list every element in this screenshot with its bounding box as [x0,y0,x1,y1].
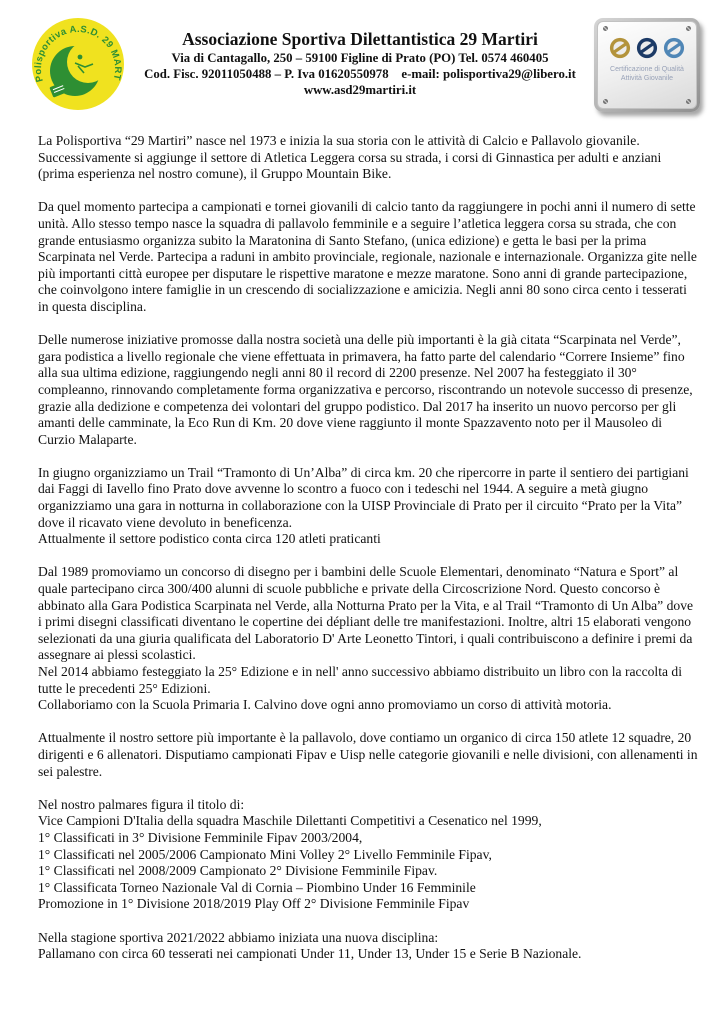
text-line: 1° Classificati nel 2005/2006 Campionato Mini Volley 2° Livello Femminile Fipav, [38,846,492,862]
text-line: Attualmente il nostro settore più importante è la pallavolo, dove contiamo un organico di circa 150 atlete 12 squadre, 20 dirigenti e 6 allenatori. Disputiamo campionati Fipav e Uisp nelle categorie giovanili e nelle divisioni, con allenamenti in sei palestre. [38,730,698,779]
paragraph-3 [38,332,700,448]
club-crest-logo [30,16,126,112]
quality-plaque-face [597,21,697,109]
plaque-caption-line2: Attività Giovanile [620,75,674,82]
website-text: www.asd29martiri.it [303,83,417,97]
screw-icon [603,99,608,104]
paragraph-6 [38,730,700,780]
text-line: Nella stagione sportiva 2021/2022 abbiamo iniziata una nuova disciplina: [38,929,439,945]
blue-medallion-icon [663,37,685,59]
text-line: Dal 1989 promoviamo un concorso di disegno per i bambini delle Scuole Elementari, denominato “Natura e Sport” al quale partecipano circa 300/400 alunni di scuole pubbliche e private della Circoscrizione Nord. Questo concorso è abbinato alla Gara Podistica Scarpinata nel Verde, alla Notturna Prato per la Vita, e al Trail “Tramonto di Un Alba” dove i primi disegni classificati diventano le copertine dei dépliant delle tre manifestazioni. Inoltre, altri 15 elaborati vengono selezionati da una giuria qualificata del Laboratorio D' Arte Leonetto Tintori, i quali contribuiscono a definire i premi da assegnare ai plessi scolastici. [38,564,694,663]
paragraph-8 [38,930,700,963]
text-line: Nel 2014 abbiamo festeggiato la 25° Edizione e in nell' anno successivo abbiamo distribuito un libro con la raccolta di tutte le precedenti 25° Edizioni. [38,664,682,696]
text-line: In giugno organizziamo un Trail “Tramonto di Un’Alba” di circa km. 20 che ripercorre in parte il sentiero dei partigiani dai Faggi di Iavello fino Prato dove avvenne lo scontro a fuoco con i tedeschi nel 1944. A seguire a metà giugno organizziamo una gara in notturna in collaborazione con la UISP Provinciale di Prato per il circuito “Prato per la Vita” dove il ricavato viene devoluto in beneficenza. [38,464,689,530]
document-header [0,0,724,112]
paragraph-1 [38,133,700,183]
text-line: 1° Classificati nel 2008/2009 Campionato 2° Divisione Femminile Fipav. [38,863,438,879]
club-crest-icon [30,16,126,112]
paragraph-2 [38,199,700,315]
text-line: Vice Campioni D'Italia della squadra Maschile Dilettanti Competitivi a Cesenatico nel 1999, [38,813,542,829]
text-line: Delle numerose iniziative promosse dalla nostra società una delle più importanti è la già citata “Scarpinata nel Verde”, gara podistica a livello regionale che viene effettuata in primavera, ha fatto parte del calendario “Correre Insieme” fino alla sua ultima edizione, raggiungendo negli anni 80 il record di 2200 presenze. Nel 2007 ha festeggiato il 30° compleanno, rinnovando completamente forma organizzativa e percorso, riscontrando un notevole successo di presenze, grazie alla dedizione e competenza dei volontari del gruppo podistico. Dal 2017 ha inserito un nuovo percorso per gli amanti delle camminate, la Eco Run di Km. 20 dove viene raggiunto il monte Spazzavento noto per il Mausoleo di Curzio Malaparte. [38,332,693,447]
navy-medallion-icon [636,37,658,59]
medallion-row [609,37,685,59]
document-body [38,133,700,963]
text-line: 1° Classificati in 3° Divisione Femminile Fipav 2003/2004, [38,829,363,845]
text-line: Collaboriamo con la Scuola Primaria I. Calvino dove ogni anno promoviamo un corso di attività motoria. [38,697,612,713]
gold-medallion-icon [609,37,631,59]
text-line: Attualmente il settore podistico conta circa 120 atleti praticanti [38,531,381,547]
letterhead [126,16,594,98]
text-line: La Polisportiva “29 Martiri” nasce nel 1973 e inizia la sua storia con le attività di Calcio e Pallavolo giovanile. Successivamente si aggiunge il settore di Atletica Leggera corsa su strada, i corsi di Ginnastica per adulti e anziani (prima esperienza nel nostro comune), il Gruppo Mountain Bike. [38,133,662,182]
screw-icon [686,26,691,31]
screw-icon [686,99,691,104]
plaque-caption [610,65,684,83]
text-line: Da quel momento partecipa a campionati e tornei giovanili di calcio tanto da raggiungere in pochi anni il numero di sette unità. Allo stesso tempo nasce la squadra di pallavolo femminile e a seguire l’atletica leggera corsa su strada, che con grande entusiasmo organizza subito la Maratonina di Santo Stefano, (unica edizione) e getta le basi per la prima Scarpinata nel Verde. Partecipa a raduni in ambito provinciale, regionale, nazionale e internazionale. Organizza gite nelle più importanti città europee per disputare le rispettive maratone e mezze maratone. Sono anni di grande partecipazione, che coinvolgono intere famiglie in un crescendo di socializzazione e amicizia. Negli anni 80 sono circa cento i tesserati in questa disciplina. [38,199,697,314]
fiscal-email-line: Cod. Fisc. 92011050488 – P. Iva 01620550978 e-mail: polisportiva29@libero.it [144,67,576,81]
quality-plaque [594,18,700,112]
screw-icon [603,26,608,31]
org-name: Associazione Sportiva Dilettantistica 29 Martiri [182,29,538,49]
text-line: Promozione in 1° Divisione 2018/2019 Play Off 2° Divisione Femminile Fipav [38,896,470,912]
paragraph-4 [38,465,700,548]
text-line: Nel nostro palmares figura il titolo di: [38,796,245,812]
address-line: Via di Cantagallo, 250 – 59100 Figline di Prato (PO) Tel. 0574 460405 [171,51,549,65]
paragraph-5 [38,564,700,713]
text-line: Pallamano con circa 60 tesserati nei campionati Under 11, Under 13, Under 15 e Serie B Nazionale. [38,946,582,962]
paragraph-7 [38,797,700,913]
plaque-caption-line1: Certificazione di Qualità [610,66,684,73]
text-line: 1° Classificata Torneo Nazionale Val di Cornia – Piombino Under 16 Femminile [38,879,476,895]
